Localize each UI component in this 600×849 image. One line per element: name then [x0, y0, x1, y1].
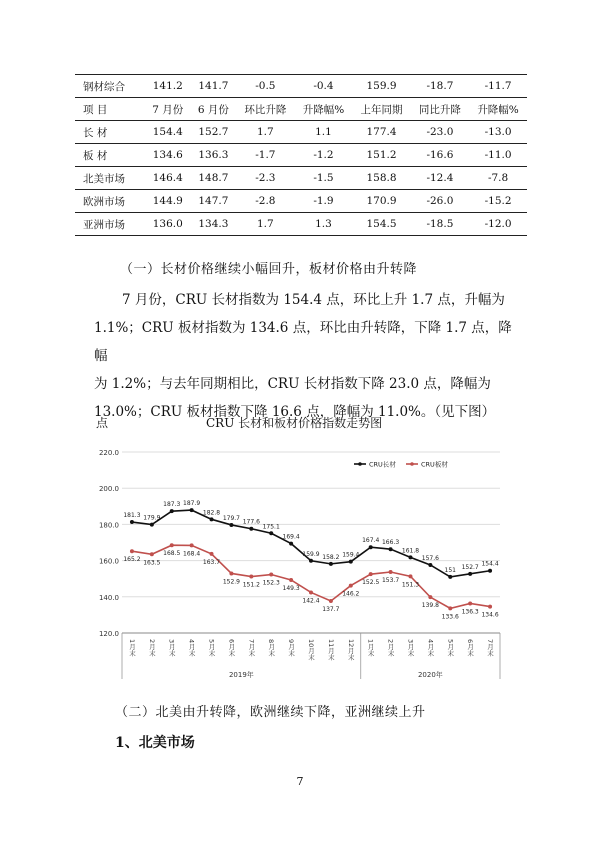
data-label: 157.6: [421, 554, 439, 562]
table-cell: 项 目: [75, 98, 145, 121]
table-cell: 146.4: [145, 167, 191, 190]
table-cell: 144.9: [145, 190, 191, 213]
data-label: 152.7: [461, 563, 479, 571]
data-label: 159.9: [302, 550, 320, 558]
table-cell: 1.7: [236, 213, 294, 236]
section-1-heading: （一）长材价格继续小幅回升，板材价格由升转降: [120, 262, 418, 277]
data-label: 139.8: [421, 602, 439, 610]
table-cell: 北美市场: [75, 167, 145, 190]
data-label: 149.3: [282, 584, 300, 592]
data-label: 159.4: [342, 551, 360, 559]
table-row: [75, 121, 527, 144]
data-point: [428, 563, 432, 567]
data-point: [448, 606, 452, 610]
table-cell: -23.0: [411, 121, 469, 144]
table-cell: -15.2: [469, 190, 527, 213]
table-cell: 134.6: [145, 144, 191, 167]
table-cell: -1.5: [295, 167, 353, 190]
data-label: 168.4: [183, 550, 201, 558]
table-cell: -18.5: [411, 213, 469, 236]
table-row: [75, 190, 527, 213]
table-cell: -11.7: [469, 75, 527, 98]
table-row: [75, 167, 527, 190]
data-label: 181.3: [123, 512, 141, 520]
data-label: 177.6: [242, 518, 260, 526]
x-tick-label: 3月末: [406, 639, 415, 657]
table-cell: 长 材: [75, 121, 145, 144]
paragraph-line: 7 月份，CRU 长材指数为 154.4 点，环比上升 1.7 点，升幅为: [122, 292, 505, 308]
table-cell: 158.8: [352, 167, 410, 190]
x-tick-label: 12月末: [346, 639, 355, 661]
data-point: [190, 508, 194, 512]
data-label: 153.7: [381, 577, 400, 585]
data-label: 187.3: [163, 501, 181, 509]
data-point: [170, 543, 174, 547]
table-cell: 钢材综合: [75, 75, 145, 98]
data-point: [349, 560, 353, 564]
data-point: [130, 549, 134, 553]
data-point: [329, 562, 333, 566]
data-point: [249, 527, 253, 531]
table-cell: 170.9: [352, 190, 410, 213]
x-tick-label: 6月末: [227, 639, 236, 657]
table-cell: -2.3: [236, 167, 294, 190]
price-index-chart: [96, 433, 506, 683]
table-row: [75, 98, 527, 121]
data-point: [468, 601, 472, 605]
data-point: [289, 542, 293, 546]
data-point: [329, 599, 333, 603]
y-tick-label: 200.0: [98, 485, 119, 494]
chart-y-unit: 点: [96, 416, 109, 430]
subheading-north-america: 1、北美市场: [115, 735, 195, 751]
legend-label: CRU长材: [369, 460, 396, 469]
table-cell: 上年同期: [352, 98, 410, 121]
y-tick-label: 120.0: [98, 630, 119, 638]
data-label: 168.5: [163, 550, 181, 558]
table-cell: 升降幅%: [469, 98, 527, 121]
table-cell: 141.2: [145, 75, 191, 98]
legend-label: CRU板材: [421, 460, 448, 469]
table-cell: 177.4: [352, 121, 410, 144]
data-point: [408, 574, 412, 578]
x-tick-label: 9月末: [287, 639, 296, 657]
data-label: 137.7: [322, 605, 340, 613]
data-label: 134.6: [481, 611, 499, 619]
data-label: 175.1: [262, 523, 280, 531]
table-cell: 1.3: [295, 213, 353, 236]
table-row: [75, 75, 527, 98]
table-cell: 154.5: [352, 213, 410, 236]
table-cell: 134.3: [191, 213, 237, 236]
data-point: [408, 555, 412, 559]
data-label: 182.8: [202, 509, 221, 517]
data-point: [229, 523, 233, 527]
x-tick-label: 2月末: [386, 639, 395, 657]
year-label: 2020年: [417, 671, 443, 679]
data-point: [170, 509, 174, 513]
y-tick-label: 220.0: [98, 449, 119, 457]
data-point: [488, 569, 492, 573]
table-cell: -12.4: [411, 167, 469, 190]
price-index-table: [75, 74, 527, 236]
data-label: 151: [444, 566, 456, 574]
legend-marker: [358, 462, 362, 466]
x-tick-label: 1月末: [366, 639, 375, 657]
table-cell: -1.9: [295, 190, 353, 213]
section-1-paragraph: [94, 286, 512, 426]
data-point: [289, 578, 293, 582]
paragraph-line: 13.0%；CRU 板材指数下降 16.6 点，降幅为 11.0%。（见下图）: [94, 404, 496, 420]
data-point: [269, 573, 273, 577]
y-tick-label: 180.0: [98, 521, 119, 530]
x-tick-label: 1月末: [127, 639, 136, 657]
x-tick-label: 5月末: [207, 639, 216, 657]
table-cell: 159.9: [352, 75, 410, 98]
data-label: 187.9: [183, 500, 201, 508]
y-tick-label: 140.0: [98, 593, 119, 602]
x-tick-label: 7月末: [247, 639, 256, 657]
data-point: [369, 572, 373, 576]
data-label: 152.5: [362, 579, 380, 587]
table-cell: 1.1: [295, 121, 353, 144]
table-cell: -2.8: [236, 190, 294, 213]
table-cell: -12.0: [469, 213, 527, 236]
data-label: 158.2: [322, 553, 340, 561]
data-label: 167.4: [362, 537, 380, 545]
x-tick-label: 4月末: [187, 639, 196, 657]
table-cell: -26.0: [411, 190, 469, 213]
table-cell: 136.3: [191, 144, 237, 167]
data-label: 163.7: [202, 558, 221, 566]
table-cell: 同比升降: [411, 98, 469, 121]
x-tick-label: 3月末: [167, 639, 176, 657]
table-cell: -13.0: [469, 121, 527, 144]
paragraph-line: 1.1%；CRU 板材指数为 134.6 点，环比由升转降，下降 1.7 点，降幅: [94, 320, 512, 364]
table-cell: 环比升降: [236, 98, 294, 121]
x-tick-label: 6月末: [466, 639, 475, 657]
data-point: [190, 543, 194, 547]
data-point: [210, 552, 214, 556]
table-cell: 152.7: [191, 121, 237, 144]
x-tick-label: 10月末: [307, 639, 315, 661]
paragraph-line: 为 1.2%；与去年同期相比，CRU 长材指数下降 23.0 点，降幅为: [94, 376, 491, 392]
data-point: [150, 552, 154, 556]
data-point: [210, 517, 214, 521]
data-point: [448, 575, 452, 579]
table-cell: 154.4: [145, 121, 191, 144]
data-point: [309, 559, 313, 563]
series-line-0: [132, 510, 490, 577]
chart-title: CRU 长材和板材价格指数走势图: [206, 416, 383, 430]
data-point: [269, 531, 273, 535]
table-cell: -1.7: [236, 144, 294, 167]
data-label: 179.7: [222, 514, 241, 522]
data-point: [389, 570, 393, 574]
table-cell: -0.5: [236, 75, 294, 98]
table-cell: -16.6: [411, 144, 469, 167]
data-point: [130, 520, 134, 524]
table-row: [75, 213, 527, 236]
data-point: [249, 575, 253, 579]
data-point: [349, 584, 353, 588]
table-cell: -11.0: [469, 144, 527, 167]
data-label: 165.2: [123, 556, 141, 564]
table-cell: 1.7: [236, 121, 294, 144]
data-label: 151.3: [401, 581, 420, 589]
data-label: 146.2: [342, 590, 360, 598]
data-point: [309, 590, 313, 594]
table-cell: 148.7: [191, 167, 237, 190]
table-cell: 151.2: [352, 144, 410, 167]
data-point: [369, 545, 373, 549]
legend-marker: [410, 462, 414, 466]
table-cell: -18.7: [411, 75, 469, 98]
data-point: [488, 605, 492, 609]
page-number: 7: [296, 775, 304, 788]
table-cell: 升降幅%: [295, 98, 353, 121]
x-tick-label: 5月末: [446, 639, 455, 657]
data-label: 152.9: [222, 578, 241, 586]
table-cell: 136.0: [145, 213, 191, 236]
table-cell: 7 月份: [145, 98, 191, 121]
data-point: [150, 523, 154, 527]
data-point: [428, 595, 432, 599]
data-point: [468, 572, 472, 576]
section-2-heading: （二）北美由升转降，欧洲继续下降，亚洲继续上升: [115, 705, 426, 720]
data-point: [389, 547, 393, 551]
data-label: 136.3: [461, 608, 479, 616]
table-cell: 板 材: [75, 144, 145, 167]
x-tick-label: 11月末: [326, 639, 335, 661]
table-cell: 141.7: [191, 75, 237, 98]
y-tick-label: 160.0: [98, 557, 119, 566]
x-tick-label: 4月末: [426, 639, 435, 657]
x-tick-label: 2月末: [147, 639, 156, 657]
table-row: [75, 144, 527, 167]
data-label: 151.2: [242, 581, 260, 589]
table-cell: 亚洲市场: [75, 213, 145, 236]
data-label: 166.3: [381, 539, 400, 547]
table-cell: 147.7: [191, 190, 237, 213]
data-point: [229, 571, 233, 575]
data-label: 152.3: [262, 579, 280, 587]
data-label: 133.6: [441, 613, 459, 621]
data-label: 169.4: [282, 533, 300, 541]
x-tick-label: 7月末: [486, 639, 495, 657]
table-cell: -0.4: [295, 75, 353, 98]
table-cell: 6 月份: [191, 98, 237, 121]
table-cell: -1.2: [295, 144, 353, 167]
data-label: 142.4: [302, 597, 320, 605]
x-tick-label: 8月末: [267, 639, 276, 657]
data-label: 163.5: [143, 559, 161, 567]
data-label: 161.8: [401, 547, 420, 555]
table-cell: -7.8: [469, 167, 527, 190]
table-cell: 欧洲市场: [75, 190, 145, 213]
year-label: 2019年: [228, 671, 254, 679]
data-label: 154.4: [481, 560, 499, 568]
data-label: 179.9: [143, 514, 161, 522]
